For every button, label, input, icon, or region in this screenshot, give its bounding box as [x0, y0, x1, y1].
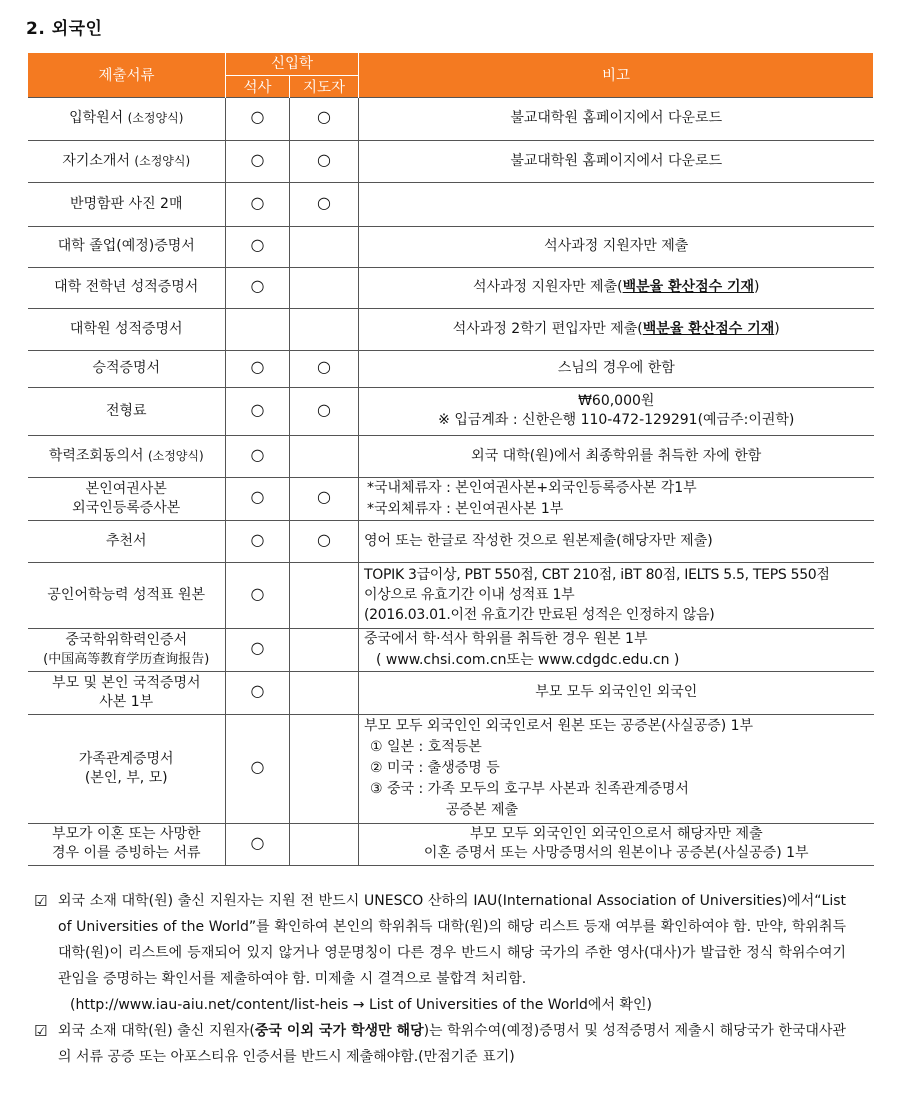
check-circle: ○ — [250, 583, 265, 603]
doc-line: 중국학위학력인증서 — [65, 631, 188, 648]
doctor-cell — [290, 477, 359, 520]
doc-line: 부모 및 본인 국적증명서 — [51, 674, 201, 691]
doctor-cell — [290, 267, 359, 308]
check-circle: ○ — [250, 399, 265, 419]
doc-line: 경우 이를 증빙하는 서류 — [51, 845, 201, 861]
header-master: 석사 — [226, 75, 290, 97]
doctor-cell — [290, 671, 359, 714]
doc-cell — [28, 477, 226, 520]
table-row — [28, 182, 874, 226]
check-circle: ○ — [317, 357, 331, 376]
master-cell — [226, 520, 290, 562]
remark-line: 공증본 제출 — [446, 802, 519, 818]
table-row — [28, 671, 874, 714]
doctor-cell — [290, 182, 359, 226]
check-circle: ○ — [250, 235, 265, 254]
doc-cell — [28, 714, 226, 823]
remark-cell — [359, 182, 874, 226]
remark-line: 중국에서 학·석사 학위를 취득한 경우 원본 1부 — [364, 630, 648, 647]
note-url: (http://www.iau-aiu.net/content/list-heis → List of Universities of the World에서 확인) — [70, 997, 652, 1013]
check-circle: ○ — [250, 444, 265, 464]
check-circle: ○ — [317, 192, 331, 212]
master-cell — [226, 350, 290, 387]
notes-section — [34, 888, 846, 1070]
doc-form-note: (소정양식) — [127, 111, 184, 125]
doctor-cell — [290, 350, 359, 387]
note-text: 외국 소재 대학(원) 출신 지원자( — [58, 1023, 255, 1039]
master-cell — [226, 823, 290, 865]
check-circle: ○ — [250, 276, 265, 295]
check-circle: ○ — [250, 638, 265, 657]
doc-label: 학력조회동의서 — [48, 447, 144, 464]
table-row — [28, 308, 874, 350]
table-row — [28, 97, 874, 140]
table-row — [28, 714, 874, 823]
remark-line: ( www.chsi.com.cn또는 www.cdgdc.edu.cn ) — [376, 651, 680, 668]
table-row — [28, 387, 874, 435]
remark-cell — [359, 714, 874, 823]
remark-line: ③ 중국 : 가족 모두의 호구부 사본과 친족관계증명서 — [370, 781, 689, 797]
documents-table — [27, 53, 874, 866]
header-doctor: 지도자 — [290, 75, 359, 97]
remark-line: 부모 모두 외국인인 외국인로서 원본 또는 공증본(사실공증) 1부 — [364, 718, 754, 734]
remark-cell: 불교대학원 홈페이지에서 다운로드 — [359, 140, 874, 182]
remark-line: (2016.03.01.이전 유효기간 만료된 성적은 인정하지 않음) — [364, 607, 715, 623]
note-item-notarization — [34, 1018, 846, 1070]
header-new-admission: 신입학 — [226, 53, 359, 75]
doc-cell: 공인어학능력 성적표 원본 — [28, 562, 226, 628]
master-cell — [226, 97, 290, 140]
check-circle: ○ — [250, 529, 265, 549]
remark-emphasis: 백분율 환산점수 기재 — [642, 320, 775, 337]
remark-cell: 영어 또는 한글로 작성한 것으로 원본제출(해당자만 제출) — [359, 520, 874, 562]
check-circle: ○ — [250, 681, 265, 700]
table-row — [28, 226, 874, 267]
doctor-cell — [290, 140, 359, 182]
doctor-cell — [290, 435, 359, 477]
section-title: 2. 외국인 — [26, 19, 103, 39]
remark-cell — [359, 562, 874, 628]
remark-line: *국내체류자 : 본인여권사본+외국인등록증사본 각1부 — [367, 479, 697, 496]
master-cell — [226, 308, 290, 350]
check-circle: ○ — [317, 149, 331, 169]
check-circle: ○ — [250, 149, 265, 169]
check-circle: ○ — [317, 529, 331, 549]
remark-cell — [359, 387, 874, 435]
doc-cell — [28, 97, 226, 140]
doc-label: 입학원서 — [69, 110, 124, 126]
doc-cell: 대학원 성적증명서 — [28, 308, 226, 350]
check-circle: ○ — [250, 192, 265, 212]
doc-label: 자기소개서 — [62, 152, 130, 169]
doc-line: (中国高等教育学历查询报告) — [43, 651, 210, 667]
checkbox-icon: ☑ — [34, 892, 48, 910]
header-remarks: 비고 — [359, 53, 874, 97]
remark-line: 부모 모두 외국인인 외국인으로서 해당자만 제출 — [469, 826, 763, 842]
doctor-cell — [290, 628, 359, 671]
doc-form-note: (소정양식) — [134, 153, 191, 168]
doctor-cell — [290, 520, 359, 562]
doctor-cell — [290, 387, 359, 435]
note-text: 외국 소재 대학(원) 출신 지원자는 지원 전 반드시 UNESCO 산하의 IAU(International Association of Universities)에서“List of Universities of the World”를 확인하여 본인의 학위취득 대학(원)의 해당 리스트 등재 여부를 확인하여야 함. 만약, 학위취득 대학(원)이 리스트에 등재되어 있지 않거나 영문명칭이 다른 경우 반드시 해당 국가의 주한 영사(대사)가 발급한 정식 학위수여기관임을 증명하는 확인서를 제출하여야 함. 미제출 시 결격으로 불합격 처리함. — [58, 893, 846, 987]
bank-account: ※ 입금계좌 : 신한은행 110-472-129291(예금주:이권학) — [438, 412, 795, 428]
master-cell — [226, 671, 290, 714]
check-circle: ○ — [317, 487, 331, 506]
note-text-end: )는 학위수여(예정)증명서 및 성적증명서 제출시 해당국가 한국대사관의 서류 공증 또는 아포스티유 인증서를 반드시 제출해야함.(만점기준 표기) — [58, 1023, 846, 1065]
remark-line: 이혼 증명서 또는 사망증명서의 원본이나 공증본(사실공증) 1부 — [423, 845, 809, 861]
note-emphasis: 중국 이외 국가 학생만 해당 — [254, 1023, 424, 1039]
remark-cell: 부모 모두 외국인인 외국인 — [359, 671, 874, 714]
remark-line: ① 일본 : 호적등본 — [370, 739, 482, 755]
check-circle: ○ — [250, 832, 265, 852]
remark-cell: 불교대학원 홈페이지에서 다운로드 — [359, 97, 874, 140]
check-circle: ○ — [317, 107, 331, 126]
table-row — [28, 267, 874, 308]
checkbox-icon: ☑ — [34, 1022, 48, 1040]
remark-line: 이상으로 유효기간 이내 성적표 1부 — [364, 587, 575, 603]
doc-line: (본인, 부, 모) — [84, 769, 168, 786]
remark-cell — [359, 823, 874, 865]
table-row — [28, 823, 874, 865]
table-row — [28, 477, 874, 520]
check-circle: ○ — [250, 107, 265, 126]
remark-line: TOPIK 3급이상, PBT 550점, CBT 210점, iBT 80점, IELTS 5.5, TEPS 550점 — [364, 567, 830, 583]
table-row — [28, 435, 874, 477]
doc-line: 부모가 이혼 또는 사망한 — [51, 826, 201, 842]
check-circle: ○ — [250, 757, 265, 776]
remark-cell: 스님의 경우에 한함 — [359, 350, 874, 387]
master-cell — [226, 714, 290, 823]
master-cell — [226, 628, 290, 671]
doc-cell — [28, 671, 226, 714]
doc-cell — [28, 628, 226, 671]
master-cell — [226, 140, 290, 182]
check-circle: ○ — [250, 487, 265, 506]
master-cell — [226, 182, 290, 226]
master-cell — [226, 562, 290, 628]
master-cell — [226, 226, 290, 267]
table-row — [28, 350, 874, 387]
doctor-cell — [290, 714, 359, 823]
master-cell — [226, 267, 290, 308]
remark-cell — [359, 628, 874, 671]
note-item-iau — [34, 888, 846, 992]
master-cell — [226, 387, 290, 435]
remark-line: *국외체류자 : 본인여권사본 1부 — [367, 500, 564, 517]
master-cell — [226, 435, 290, 477]
remark-cell — [359, 308, 874, 350]
doc-line: 본인여권사본 — [85, 480, 167, 497]
remark-text: 석사과정 2학기 편입자만 제출( — [452, 320, 643, 337]
doc-form-note: (소정양식) — [147, 448, 204, 463]
doc-cell: 대학 전학년 성적증명서 — [28, 267, 226, 308]
doc-cell — [28, 823, 226, 865]
doc-line: 사본 1부 — [99, 693, 154, 710]
doctor-cell — [290, 97, 359, 140]
remark-emphasis: 백분율 환산점수 기재 — [622, 279, 755, 295]
remark-text-end: ) — [774, 320, 780, 337]
table-row — [28, 628, 874, 671]
header-documents: 제출서류 — [28, 53, 226, 97]
doctor-cell — [290, 226, 359, 267]
remark-cell: 외국 대학(원)에서 최종학위를 취득한 자에 한함 — [359, 435, 874, 477]
remark-text-end: ) — [754, 279, 760, 295]
doctor-cell — [290, 562, 359, 628]
check-circle: ○ — [317, 399, 331, 419]
master-cell — [226, 477, 290, 520]
doc-cell: 추천서 — [28, 520, 226, 562]
table-row — [28, 140, 874, 182]
check-circle: ○ — [250, 357, 265, 376]
remark-text: 석사과정 지원자만 제출( — [472, 279, 623, 295]
remark-cell — [359, 477, 874, 520]
doc-line: 외국인등록증사본 — [72, 499, 181, 516]
remark-cell — [359, 267, 874, 308]
table-row — [28, 520, 874, 562]
doc-cell: 승적증명서 — [28, 350, 226, 387]
doc-cell — [28, 435, 226, 477]
doc-cell: 전형료 — [28, 387, 226, 435]
doctor-cell — [290, 308, 359, 350]
remark-cell: 석사과정 지원자만 제출 — [359, 226, 874, 267]
fee-amount: ₩60,000원 — [578, 393, 655, 409]
doctor-cell — [290, 823, 359, 865]
doc-cell — [28, 140, 226, 182]
doc-cell: 반명함판 사진 2매 — [28, 182, 226, 226]
doc-cell: 대학 졸업(예정)증명서 — [28, 226, 226, 267]
table-row — [28, 562, 874, 628]
remark-line: ② 미국 : 출생증명 등 — [370, 760, 500, 776]
doc-line: 가족관계증명서 — [78, 750, 174, 767]
